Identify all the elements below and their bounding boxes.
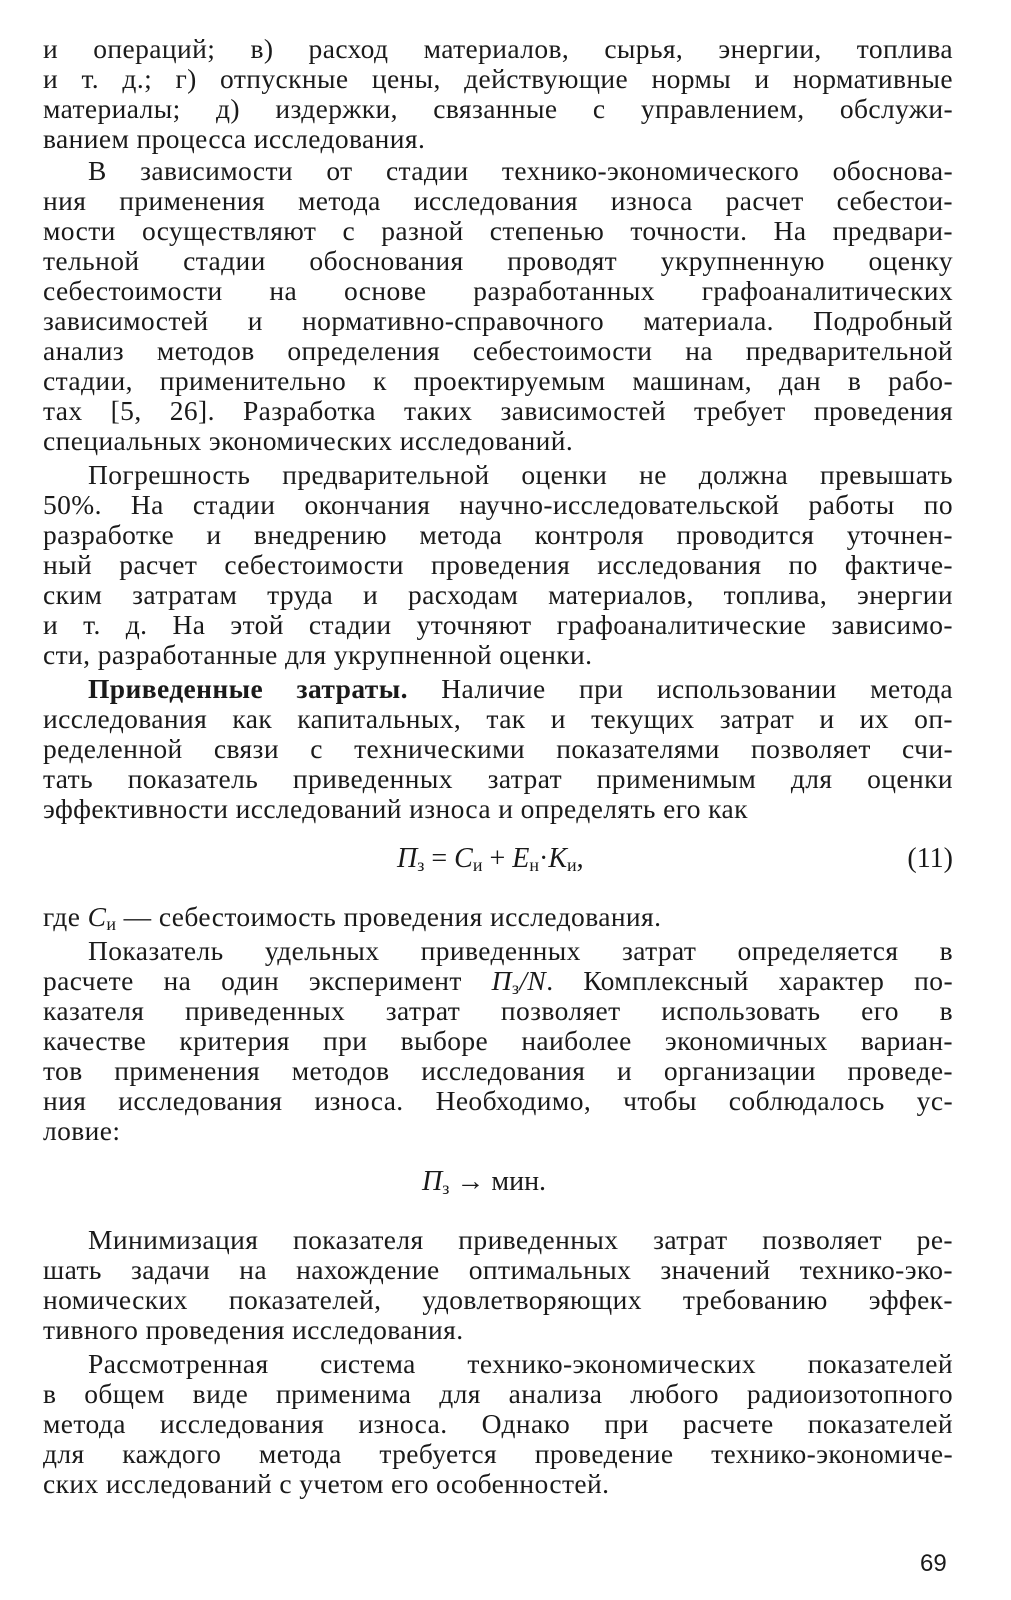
text-line: зависимостей и нормативно-справочного материала. Подробный (43, 305, 953, 336)
text-line: ских исследований с учетом его особенностей. (43, 1468, 610, 1499)
text-line: где $С_и$ — себестоимость проведения исследования. (43, 901, 662, 934)
text-line: Рассмотренная система технико-экономических показателей (88, 1348, 953, 1379)
text-line: и операций; в) расход материалов, сырья, энергии, топлива (43, 33, 953, 64)
text-line: номических показателей, удовлетворяющих требованию эффек- (43, 1284, 953, 1315)
text-line: стадии, применительно к проектируемым машинам, дан в рабо- (43, 365, 953, 396)
section-heading: Приведенные затраты. (88, 673, 408, 704)
text-line: метода исследования износа. Однако при расчете показателей (43, 1408, 953, 1439)
page-number: 69 (920, 1550, 947, 1577)
text-line: тах [5, 26]. Разработка таких зависимостей требует проведения (43, 395, 953, 426)
text-line: для каждого метода требуется проведение технико-экономиче- (43, 1438, 953, 1469)
equation-number: (11) (907, 843, 953, 874)
text-line: ским затратам труда и расходам материалов, топлива, энергии (43, 579, 953, 610)
text-line: ванием процесса исследования. (43, 123, 426, 154)
text-line: мости осуществляют с разной степенью точности. На предвари- (43, 215, 953, 246)
text-line: Погрешность предварительной оценки не должна превышать (88, 459, 953, 490)
text-line: и т. д. На этой стадии уточняют графоаналитические зависимо- (43, 609, 953, 640)
text-line: 50%. На стадии окончания научно-исследовательской работы по (43, 489, 953, 520)
text-run: Наличие при использовании метода (407, 673, 953, 704)
text-line: тов применения методов исследования и организации проведе- (43, 1055, 953, 1086)
text-line: казателя приведенных затрат позволяет использовать его в (43, 995, 953, 1026)
text-line (88, 674, 953, 704)
formula-min: $П_з$ → мин. (422, 1166, 547, 1198)
text-line: шать задачи на нахождение оптимальных значений технико-эко- (43, 1254, 953, 1285)
text-line: в общем виде применима для анализа любого радиоизотопного (43, 1378, 953, 1409)
text-line: специальных экономических исследований. (43, 425, 574, 456)
text-line: В зависимости от стадии технико-экономического обоснова- (88, 155, 953, 186)
text-line: Минимизация показателя приведенных затрат позволяет ре- (88, 1224, 953, 1255)
text-line: тать показатель приведенных затрат применимым для оценки (43, 763, 953, 794)
text-line: исследования как капитальных, так и текущих затрат и их оп- (43, 703, 953, 734)
text-line: тивного проведения исследования. (43, 1314, 464, 1345)
text-line: ловие: (43, 1115, 121, 1146)
formula-11: $П_з = С_и + Е_н\cdot К_и$, (397, 843, 584, 875)
text-line: ределенной связи с техническими показателями позволяет счи- (43, 733, 953, 764)
text-line: Показатель удельных приведенных затрат определяется в (88, 935, 953, 966)
text-line: разработке и внедрению метода контроля проводится уточнен- (43, 519, 953, 550)
text-line: и т. д.; г) отпускные цены, действующие нормы и нормативные (43, 63, 953, 94)
text-line: качестве критерия при выборе наиболее экономичных вариан- (43, 1025, 953, 1056)
text-line: тельной стадии обоснования проводят укрупненную оценку (43, 245, 953, 276)
text-line: ния исследования износа. Необходимо, чтобы соблюдалось ус- (43, 1085, 953, 1116)
text-line: анализ методов определения себестоимости на предварительной (43, 335, 953, 366)
text-line: материалы; д) издержки, связанные с управлением, обслужи- (43, 93, 953, 124)
text-line: расчете на один эксперимент $П_з/N$. Комплексный характер по- (43, 965, 953, 998)
text-line: сти, разработанные для укрупненной оценки. (43, 639, 593, 670)
text-line: эффективности исследований износа и определять его как (43, 793, 748, 824)
text-line: ный расчет себестоимости проведения исследования по фактиче- (43, 549, 953, 580)
text-line: себестоимости на основе разработанных графоаналитических (43, 275, 953, 306)
text-line: ния применения метода исследования износа расчет себестои- (43, 185, 953, 216)
